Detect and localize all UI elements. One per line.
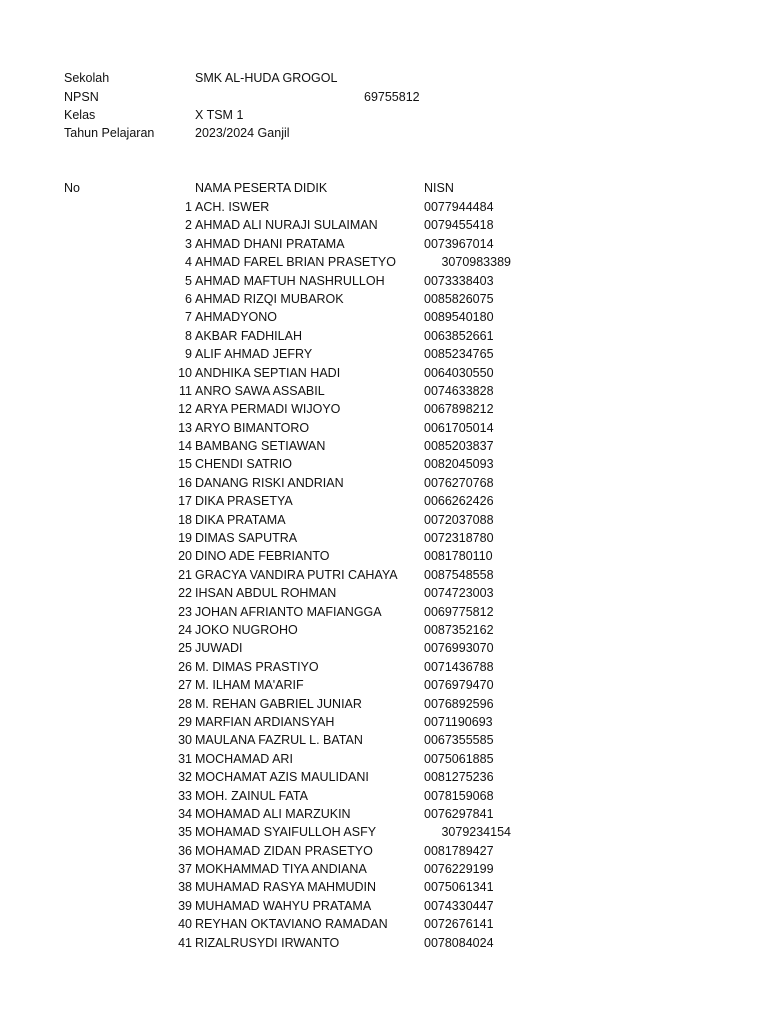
table-row — [0, 860, 768, 878]
row-number: 3 — [185, 236, 192, 251]
table-row — [0, 272, 768, 290]
row-number: 16 — [178, 475, 192, 490]
student-name: ALIF AHMAD JEFRY — [195, 347, 313, 362]
sekolah-value: SMK AL-HUDA GROGOL — [195, 71, 338, 85]
row-number: 30 — [178, 733, 192, 748]
student-nisn: 0085234765 — [424, 347, 494, 362]
student-nisn: 0076297841 — [424, 806, 494, 821]
table-row — [0, 290, 768, 308]
student-nisn: 0076229199 — [424, 862, 494, 877]
student-nisn: 0087548558 — [424, 567, 494, 582]
student-name: ARYO BIMANTORO — [195, 420, 310, 435]
student-name: AHMAD FAREL BRIAN PRASETYO — [195, 255, 396, 270]
student-name: AHMAD RIZQI MUBAROK — [195, 291, 344, 306]
table-row — [0, 787, 768, 805]
student-nisn: 0074330447 — [424, 898, 494, 913]
table-row — [0, 216, 768, 234]
table-row — [0, 658, 768, 676]
student-name: AHMAD DHANI PRATAMA — [195, 236, 345, 251]
student-nisn: 0089540180 — [424, 310, 494, 325]
row-number: 32 — [178, 770, 192, 785]
table-row — [0, 455, 768, 473]
student-name: JUWADI — [195, 641, 243, 656]
row-number: 34 — [178, 806, 192, 821]
table-row — [0, 474, 768, 492]
student-nisn: 0077944484 — [424, 200, 494, 214]
student-name: MOHAMAD SYAIFULLOH ASFY — [195, 825, 377, 840]
row-number: 38 — [178, 880, 192, 895]
student-name: M. DIMAS PRASTIYO — [195, 659, 319, 674]
student-nisn: 0078084024 — [424, 935, 494, 950]
student-name: MAULANA FAZRUL L. BATAN — [195, 733, 363, 748]
table-row — [0, 621, 768, 639]
row-number: 10 — [178, 365, 192, 380]
student-name: M. ILHAM MA'ARIF — [195, 678, 304, 693]
student-name: AHMAD ALI NURAJI SULAIMAN — [195, 218, 378, 233]
student-name: ANDHIKA SEPTIAN HADI — [195, 365, 341, 380]
table-row — [0, 511, 768, 529]
kelas-value: X TSM 1 — [195, 108, 244, 122]
student-nisn: 3079234154 — [441, 825, 511, 840]
table-row — [0, 437, 768, 455]
row-number: 39 — [178, 898, 192, 913]
student-nisn: 0069775812 — [424, 604, 494, 619]
student-nisn: 0063852661 — [424, 328, 494, 343]
student-nisn: 0076892596 — [424, 696, 494, 711]
npsn-label: NPSN — [64, 90, 99, 104]
student-nisn: 0079455418 — [424, 218, 494, 233]
row-number: 5 — [185, 273, 192, 288]
student-nisn: 0074723003 — [424, 586, 494, 601]
row-number: 13 — [178, 420, 192, 435]
column-header-name: NAMA PESERTA DIDIK — [195, 181, 328, 195]
table-row — [0, 584, 768, 602]
table-row — [0, 308, 768, 326]
student-name: ANRO SAWA ASSABIL — [195, 383, 325, 398]
table-row — [0, 419, 768, 437]
student-name: AKBAR FADHILAH — [195, 328, 302, 343]
student-nisn: 0072676141 — [424, 917, 494, 932]
table-row — [0, 235, 768, 253]
row-number: 20 — [178, 549, 192, 564]
row-number: 40 — [178, 917, 192, 932]
kelas-label: Kelas — [64, 108, 96, 122]
student-nisn: 0071436788 — [424, 659, 494, 674]
row-number: 19 — [178, 531, 192, 546]
info-row-npsn — [0, 88, 768, 106]
row-number: 25 — [178, 641, 192, 656]
info-row-tahun-pelajaran — [0, 124, 768, 142]
sekolah-label: Sekolah — [64, 71, 110, 85]
student-nisn: 0067355585 — [424, 733, 494, 748]
table-row — [0, 639, 768, 657]
row-number: 35 — [178, 825, 192, 840]
student-nisn: 0078159068 — [424, 788, 494, 803]
row-number: 22 — [178, 586, 192, 601]
table-row — [0, 327, 768, 345]
student-nisn: 0082045093 — [424, 457, 494, 472]
student-name: MUHAMAD RASYA MAHMUDIN — [195, 880, 377, 895]
student-nisn: 0061705014 — [424, 420, 494, 435]
student-table-body — [0, 198, 768, 952]
table-row — [0, 805, 768, 823]
row-number: 4 — [185, 255, 192, 270]
row-number: 11 — [179, 383, 192, 398]
student-name: AHMADYONO — [195, 310, 277, 325]
student-name: DINO ADE FEBRIANTO — [195, 549, 330, 564]
tahun-pelajaran-label: Tahun Pelajaran — [64, 126, 155, 140]
student-nisn: 0075061341 — [424, 880, 494, 895]
student-name: ARYA PERMADI WIJOYO — [195, 402, 341, 417]
student-name: ACH. ISWER — [195, 200, 270, 214]
student-nisn: 0072037088 — [424, 512, 494, 527]
student-name: MOH. ZAINUL FATA — [195, 788, 308, 803]
student-name: MOCHAMAD ARI — [195, 751, 293, 766]
row-number: 28 — [178, 696, 192, 711]
table-row — [0, 253, 768, 271]
tahun-pelajaran-value: 2023/2024 Ganjil — [195, 126, 290, 140]
student-name: DANANG RISKI ANDRIAN — [195, 475, 344, 490]
student-nisn: 0087352162 — [424, 622, 494, 637]
table-row — [0, 750, 768, 768]
student-name: MARFIAN ARDIANSYAH — [195, 714, 335, 729]
table-row — [0, 676, 768, 694]
student-name: REYHAN OKTAVIANO RAMADAN — [195, 917, 388, 932]
student-nisn: 0067898212 — [424, 402, 494, 417]
row-number: 2 — [185, 218, 192, 233]
info-row-sekolah — [0, 69, 768, 87]
row-number: 18 — [178, 512, 192, 527]
row-number: 15 — [178, 457, 192, 472]
student-nisn: 0081275236 — [424, 770, 494, 785]
student-nisn: 0076270768 — [424, 475, 494, 490]
row-number: 29 — [178, 714, 192, 729]
student-nisn: 0066262426 — [424, 494, 494, 509]
table-row — [0, 878, 768, 896]
table-row — [0, 603, 768, 621]
student-name: MOKHAMMAD TIYA ANDIANA — [195, 862, 367, 877]
student-nisn: 0085203837 — [424, 439, 494, 454]
student-name: MOHAMAD ALI MARZUKIN — [195, 806, 351, 821]
row-number: 33 — [178, 788, 192, 803]
column-header-no: No — [64, 181, 80, 195]
student-name: DIKA PRATAMA — [195, 512, 286, 527]
table-row — [0, 345, 768, 363]
student-name: JOKO NUGROHO — [195, 622, 298, 637]
student-name: MOCHAMAT AZIS MAULIDANI — [195, 770, 369, 785]
student-name: M. REHAN GABRIEL JUNIAR — [195, 696, 362, 711]
student-nisn: 3070983389 — [441, 255, 511, 270]
npsn-value: 69755812 — [364, 90, 420, 104]
row-number: 23 — [178, 604, 192, 619]
student-nisn: 0073967014 — [424, 236, 494, 251]
row-number: 12 — [178, 402, 192, 417]
student-nisn: 0072318780 — [424, 531, 494, 546]
student-nisn: 0073338403 — [424, 273, 494, 288]
student-nisn: 0081789427 — [424, 843, 494, 858]
row-number: 36 — [178, 843, 192, 858]
row-number: 26 — [178, 659, 192, 674]
table-row — [0, 400, 768, 418]
info-row-kelas — [0, 106, 768, 124]
student-name: AHMAD MAFTUH NASHRULLOH — [195, 273, 385, 288]
table-row — [0, 364, 768, 382]
table-row — [0, 547, 768, 565]
table-row — [0, 198, 768, 216]
student-name: DIMAS SAPUTRA — [195, 531, 298, 546]
table-row — [0, 731, 768, 749]
row-number: 7 — [185, 310, 192, 325]
table-row — [0, 529, 768, 547]
student-nisn: 0085826075 — [424, 291, 494, 306]
student-nisn: 0076993070 — [424, 641, 494, 656]
table-row — [0, 695, 768, 713]
student-name: MUHAMAD WAHYU PRATAMA — [195, 898, 372, 913]
student-name: GRACYA VANDIRA PUTRI CAHAYA — [195, 567, 398, 582]
student-name: RIZALRUSYDI IRWANTO — [195, 935, 340, 950]
row-number: 1 — [185, 200, 192, 214]
column-header-nisn: NISN — [424, 181, 454, 195]
student-nisn: 0064030550 — [424, 365, 494, 380]
row-number: 31 — [178, 751, 192, 766]
table-row — [0, 566, 768, 584]
table-row — [0, 897, 768, 915]
student-table-header — [0, 179, 768, 197]
student-name: BAMBANG SETIAWAN — [195, 439, 326, 454]
student-name: CHENDI SATRIO — [195, 457, 292, 472]
student-nisn: 0081780110 — [424, 549, 493, 564]
row-number: 8 — [185, 328, 192, 343]
student-nisn: 0075061885 — [424, 751, 494, 766]
table-row — [0, 934, 768, 952]
row-number: 6 — [185, 291, 192, 306]
student-name: IHSAN ABDUL ROHMAN — [195, 586, 337, 601]
student-nisn: 0071190693 — [424, 714, 493, 729]
student-nisn: 0076979470 — [424, 678, 494, 693]
table-row — [0, 768, 768, 786]
student-name: MOHAMAD ZIDAN PRASETYO — [195, 843, 373, 858]
row-number: 9 — [185, 347, 192, 362]
table-row — [0, 842, 768, 860]
student-name: DIKA PRASETYA — [195, 494, 293, 509]
row-number: 27 — [178, 678, 192, 693]
row-number: 14 — [178, 439, 192, 454]
row-number: 37 — [178, 862, 192, 877]
row-number: 21 — [178, 567, 192, 582]
student-nisn: 0074633828 — [424, 383, 494, 398]
row-number: 24 — [178, 622, 192, 637]
table-row — [0, 915, 768, 933]
row-number: 41 — [178, 935, 192, 950]
table-row — [0, 713, 768, 731]
table-row — [0, 492, 768, 510]
table-row — [0, 382, 768, 400]
row-number: 17 — [178, 494, 192, 509]
table-row — [0, 823, 768, 841]
student-name: JOHAN AFRIANTO MAFIANGGA — [195, 604, 382, 619]
